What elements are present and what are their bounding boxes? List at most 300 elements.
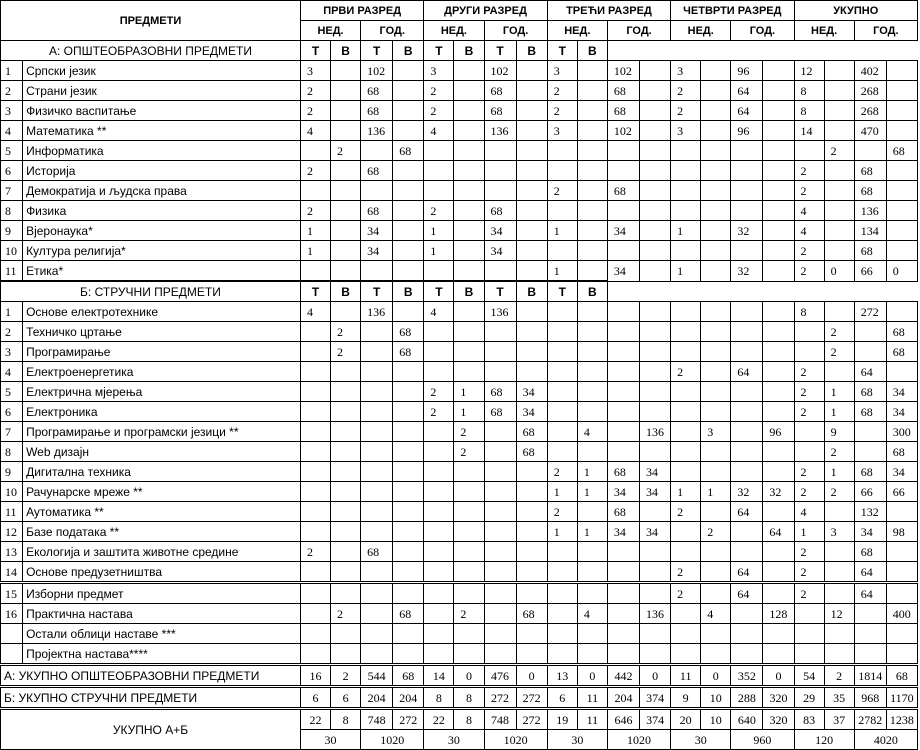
- t-header: Т: [547, 281, 577, 302]
- subject-name: Web дизајн: [23, 442, 301, 462]
- total-ab-sum: 4020: [854, 730, 917, 750]
- t-header: Т: [300, 281, 330, 302]
- value-cell: [701, 121, 731, 141]
- value-cell: [671, 322, 701, 342]
- value-cell: 2: [671, 562, 701, 583]
- value-cell: [640, 402, 671, 422]
- value-cell: [640, 161, 671, 181]
- value-cell: [331, 241, 361, 261]
- value-cell: 98: [886, 522, 917, 542]
- value-cell: 402: [854, 61, 886, 81]
- value-cell: [731, 241, 763, 261]
- value-cell: [547, 161, 577, 181]
- value-cell: 64: [731, 362, 763, 382]
- value-cell: [484, 362, 516, 382]
- value-cell: [300, 502, 330, 522]
- value-cell: [547, 442, 577, 462]
- value-cell: [763, 382, 794, 402]
- value-cell: 4: [794, 201, 824, 221]
- row-number: 7: [1, 422, 23, 442]
- value-cell: [484, 141, 516, 161]
- subject-row: [1, 604, 918, 624]
- value-cell: [577, 624, 607, 644]
- value-cell: [516, 502, 547, 522]
- t-header: Т: [424, 41, 454, 61]
- value-cell: 68: [854, 161, 886, 181]
- value-cell: [484, 604, 516, 624]
- total-value: 2: [331, 665, 361, 687]
- value-cell: [454, 161, 484, 181]
- value-cell: [854, 422, 886, 442]
- value-cell: [886, 61, 917, 81]
- value-cell: [701, 221, 731, 241]
- value-cell: [886, 542, 917, 562]
- value-cell: [701, 442, 731, 462]
- subject-name: Култура религија*: [23, 241, 301, 261]
- value-cell: [547, 422, 577, 442]
- value-cell: [331, 644, 361, 665]
- value-cell: [824, 644, 854, 665]
- value-cell: 3: [424, 61, 454, 81]
- value-cell: [547, 542, 577, 562]
- value-cell: 2: [424, 101, 454, 121]
- value-cell: [361, 422, 393, 442]
- value-cell: [701, 61, 731, 81]
- value-cell: [577, 583, 607, 604]
- value-cell: 2: [824, 322, 854, 342]
- value-cell: 1: [671, 221, 701, 241]
- value-cell: [424, 342, 454, 362]
- row-number: 2: [1, 322, 23, 342]
- subject-name: Практична настава: [23, 604, 301, 624]
- value-cell: [607, 241, 639, 261]
- value-cell: 32: [731, 482, 763, 502]
- value-cell: [393, 462, 424, 482]
- value-cell: [701, 342, 731, 362]
- value-cell: 2: [824, 482, 854, 502]
- header-row-grades: [1, 1, 918, 21]
- value-cell: [393, 362, 424, 382]
- subject-row: [1, 362, 918, 382]
- value-cell: 68: [854, 402, 886, 422]
- value-cell: [701, 462, 731, 482]
- total-a-row: [1, 665, 918, 687]
- weekly-header: НЕД.: [424, 21, 484, 41]
- value-cell: 66: [854, 261, 886, 282]
- subject-row: [1, 61, 918, 81]
- value-cell: [300, 604, 330, 624]
- table-header: [1, 1, 918, 41]
- value-cell: [824, 121, 854, 141]
- subject-row: [1, 562, 918, 583]
- value-cell: 400: [886, 604, 917, 624]
- value-cell: [484, 502, 516, 522]
- value-cell: [331, 482, 361, 502]
- total-value: 320: [763, 687, 794, 709]
- total-ab-value: 320: [763, 709, 794, 730]
- value-cell: [763, 502, 794, 522]
- value-cell: [577, 302, 607, 322]
- v-header: В: [577, 281, 607, 302]
- total-ab-value: 2782: [854, 709, 886, 730]
- value-cell: 34: [640, 482, 671, 502]
- value-cell: [393, 81, 424, 101]
- value-cell: [484, 322, 516, 342]
- value-cell: 4: [701, 604, 731, 624]
- value-cell: [393, 542, 424, 562]
- value-cell: [763, 583, 794, 604]
- value-cell: [607, 302, 639, 322]
- value-cell: [393, 562, 424, 583]
- total-ab-value: 22: [424, 709, 454, 730]
- value-cell: 1: [424, 241, 454, 261]
- value-cell: 1: [671, 261, 701, 282]
- value-cell: 2: [300, 542, 330, 562]
- value-cell: [854, 342, 886, 362]
- value-cell: 1: [701, 482, 731, 502]
- value-cell: [516, 362, 547, 382]
- value-cell: [393, 422, 424, 442]
- value-cell: 64: [854, 562, 886, 583]
- row-number: 1: [1, 302, 23, 322]
- value-cell: [361, 342, 393, 362]
- value-cell: [607, 562, 639, 583]
- value-cell: [484, 442, 516, 462]
- value-cell: [331, 101, 361, 121]
- row-number: 16: [1, 604, 23, 624]
- value-cell: 2: [424, 81, 454, 101]
- value-cell: [516, 141, 547, 161]
- value-cell: [671, 644, 701, 665]
- value-cell: 2: [794, 161, 824, 181]
- value-cell: 102: [361, 61, 393, 81]
- value-cell: [671, 624, 701, 644]
- value-cell: 136: [484, 302, 516, 322]
- value-cell: [516, 482, 547, 502]
- value-cell: [577, 562, 607, 583]
- subject-name: Програмирање: [23, 342, 301, 362]
- value-cell: 2: [424, 201, 454, 221]
- total-value: 0: [640, 665, 671, 687]
- value-cell: [361, 522, 393, 542]
- subject-name: Остали облици наставе ***: [23, 624, 301, 644]
- value-cell: [300, 624, 330, 644]
- value-cell: [393, 181, 424, 201]
- value-cell: [424, 604, 454, 624]
- subject-name: Физичко васпитање: [23, 101, 301, 121]
- value-cell: 2: [794, 382, 824, 402]
- value-cell: 128: [763, 604, 794, 624]
- subject-name: Физика: [23, 201, 301, 221]
- weekly-header: НЕД.: [547, 21, 607, 41]
- value-cell: 68: [361, 161, 393, 181]
- value-cell: [824, 542, 854, 562]
- value-cell: [640, 221, 671, 241]
- value-cell: [331, 161, 361, 181]
- value-cell: 2: [331, 141, 361, 161]
- value-cell: [424, 562, 454, 583]
- value-cell: [454, 61, 484, 81]
- value-cell: [516, 583, 547, 604]
- value-cell: 68: [516, 604, 547, 624]
- value-cell: [300, 261, 330, 282]
- value-cell: 1: [300, 221, 330, 241]
- annual-header: ГОД.: [854, 21, 917, 41]
- value-cell: 8: [794, 101, 824, 121]
- value-cell: 68: [607, 462, 639, 482]
- total-value: 16: [300, 665, 330, 687]
- value-cell: [516, 161, 547, 181]
- value-cell: [577, 61, 607, 81]
- value-cell: [577, 201, 607, 221]
- value-cell: 4: [577, 422, 607, 442]
- value-cell: 1: [824, 462, 854, 482]
- value-cell: [671, 382, 701, 402]
- value-cell: [424, 181, 454, 201]
- value-cell: 136: [640, 422, 671, 442]
- total-ab-sum: 960: [731, 730, 794, 750]
- value-cell: 3: [671, 121, 701, 141]
- value-cell: [577, 261, 607, 282]
- value-cell: [701, 141, 731, 161]
- value-cell: [424, 462, 454, 482]
- value-cell: [331, 562, 361, 583]
- value-cell: [763, 542, 794, 562]
- value-cell: 68: [361, 201, 393, 221]
- value-cell: [484, 261, 516, 282]
- value-cell: [516, 624, 547, 644]
- value-cell: 34: [607, 221, 639, 241]
- value-cell: [731, 302, 763, 322]
- value-cell: [886, 181, 917, 201]
- total-value: 11: [577, 687, 607, 709]
- value-cell: 2: [794, 482, 824, 502]
- value-cell: [577, 402, 607, 422]
- value-cell: 12: [824, 604, 854, 624]
- v-header: В: [331, 41, 361, 61]
- total-value: 0: [701, 665, 731, 687]
- value-cell: [516, 261, 547, 282]
- value-cell: 2: [454, 604, 484, 624]
- value-cell: [361, 382, 393, 402]
- total-ab-sum: 30: [547, 730, 607, 750]
- total-value: 442: [607, 665, 639, 687]
- value-cell: [454, 101, 484, 121]
- value-cell: 34: [886, 462, 917, 482]
- value-cell: [454, 644, 484, 665]
- value-cell: [484, 181, 516, 201]
- subject-name: Изборни предмет: [23, 583, 301, 604]
- value-cell: 64: [763, 522, 794, 542]
- value-cell: 2: [671, 81, 701, 101]
- value-cell: [547, 302, 577, 322]
- value-cell: 2: [300, 81, 330, 101]
- total-value: 13: [547, 665, 577, 687]
- value-cell: [763, 121, 794, 141]
- total-ab-sum: 30: [424, 730, 484, 750]
- value-cell: [607, 201, 639, 221]
- value-cell: [393, 522, 424, 542]
- value-cell: [701, 583, 731, 604]
- value-cell: [701, 624, 731, 644]
- value-cell: 34: [516, 402, 547, 422]
- value-cell: [731, 382, 763, 402]
- value-cell: [454, 624, 484, 644]
- value-cell: [886, 201, 917, 221]
- value-cell: [393, 402, 424, 422]
- value-cell: 2: [824, 342, 854, 362]
- value-cell: 68: [484, 81, 516, 101]
- value-cell: [331, 201, 361, 221]
- value-cell: [484, 161, 516, 181]
- subject-name: Пројектна настава****: [23, 644, 301, 665]
- total-ab-value: 640: [731, 709, 763, 730]
- total-ab-value: 37: [824, 709, 854, 730]
- value-cell: [824, 562, 854, 583]
- value-cell: 68: [886, 141, 917, 161]
- value-cell: [393, 161, 424, 181]
- value-cell: [547, 562, 577, 583]
- value-cell: [886, 583, 917, 604]
- row-number: 5: [1, 382, 23, 402]
- value-cell: 64: [854, 583, 886, 604]
- value-cell: [577, 362, 607, 382]
- total-value: 352: [731, 665, 763, 687]
- value-cell: [547, 644, 577, 665]
- value-cell: [361, 562, 393, 583]
- value-cell: [393, 201, 424, 221]
- value-cell: 2: [671, 583, 701, 604]
- total-value: 272: [516, 687, 547, 709]
- value-cell: [331, 462, 361, 482]
- subject-row: [1, 241, 918, 261]
- total-value: 1170: [886, 687, 917, 709]
- value-cell: [577, 221, 607, 241]
- row-number: 14: [1, 562, 23, 583]
- value-cell: [640, 141, 671, 161]
- value-cell: [300, 644, 330, 665]
- value-cell: 1: [547, 221, 577, 241]
- value-cell: [640, 121, 671, 141]
- value-cell: [577, 241, 607, 261]
- value-cell: [763, 221, 794, 241]
- value-cell: 4: [794, 221, 824, 241]
- value-cell: [300, 382, 330, 402]
- value-cell: 1: [824, 402, 854, 422]
- weekly-header: НЕД.: [671, 21, 731, 41]
- annual-header: ГОД.: [607, 21, 670, 41]
- value-cell: [854, 624, 886, 644]
- total-ab-label: УКУПНО А+Б: [1, 709, 301, 750]
- subject-row: [1, 221, 918, 241]
- total-ab-sum: 1020: [361, 730, 424, 750]
- value-cell: [547, 382, 577, 402]
- value-cell: [731, 402, 763, 422]
- value-cell: [361, 261, 393, 282]
- value-cell: [547, 201, 577, 221]
- value-cell: [824, 161, 854, 181]
- value-cell: [824, 502, 854, 522]
- value-cell: [763, 61, 794, 81]
- value-cell: [640, 583, 671, 604]
- value-cell: [854, 604, 886, 624]
- t-header: Т: [361, 41, 393, 61]
- value-cell: [331, 522, 361, 542]
- value-cell: [763, 644, 794, 665]
- value-cell: [424, 644, 454, 665]
- value-cell: [701, 402, 731, 422]
- row-number: 4: [1, 362, 23, 382]
- value-cell: [731, 522, 763, 542]
- value-cell: 68: [484, 402, 516, 422]
- total-value: 204: [361, 687, 393, 709]
- value-cell: [331, 502, 361, 522]
- value-cell: [484, 624, 516, 644]
- value-cell: [763, 562, 794, 583]
- value-cell: [731, 342, 763, 362]
- total-value: 68: [393, 665, 424, 687]
- value-cell: 3: [824, 522, 854, 542]
- total-value: 8: [454, 687, 484, 709]
- value-cell: [516, 562, 547, 583]
- value-cell: 68: [886, 442, 917, 462]
- total-ab-value: 8: [454, 709, 484, 730]
- subject-row: [1, 201, 918, 221]
- value-cell: 3: [300, 61, 330, 81]
- value-cell: [731, 161, 763, 181]
- value-cell: [516, 61, 547, 81]
- total-ab-sum: 1020: [607, 730, 670, 750]
- value-cell: 68: [607, 181, 639, 201]
- value-cell: 96: [731, 121, 763, 141]
- value-cell: [577, 101, 607, 121]
- value-cell: 66: [886, 482, 917, 502]
- value-cell: [607, 624, 639, 644]
- total-value: 476: [484, 665, 516, 687]
- subject-name: Електроенергетика: [23, 362, 301, 382]
- row-number: 1: [1, 61, 23, 81]
- total-value: 68: [886, 665, 917, 687]
- value-cell: [331, 61, 361, 81]
- value-cell: [763, 161, 794, 181]
- subject-name: Базе података **: [23, 522, 301, 542]
- value-cell: 34: [607, 522, 639, 542]
- value-cell: [361, 402, 393, 422]
- value-cell: [701, 101, 731, 121]
- value-cell: [886, 81, 917, 101]
- value-cell: [640, 81, 671, 101]
- value-cell: 4: [300, 302, 330, 322]
- value-cell: 68: [886, 342, 917, 362]
- value-cell: 32: [731, 261, 763, 282]
- value-cell: 3: [671, 61, 701, 81]
- value-cell: 68: [516, 422, 547, 442]
- value-cell: [763, 402, 794, 422]
- value-cell: [454, 583, 484, 604]
- value-cell: 64: [731, 562, 763, 583]
- value-cell: [794, 644, 824, 665]
- value-cell: [547, 604, 577, 624]
- value-cell: [361, 644, 393, 665]
- value-cell: [701, 81, 731, 101]
- value-cell: [361, 442, 393, 462]
- value-cell: 9: [824, 422, 854, 442]
- subject-name: Аутоматика **: [23, 502, 301, 522]
- value-cell: 34: [886, 382, 917, 402]
- value-cell: [331, 382, 361, 402]
- value-cell: 68: [607, 81, 639, 101]
- value-cell: 134: [854, 221, 886, 241]
